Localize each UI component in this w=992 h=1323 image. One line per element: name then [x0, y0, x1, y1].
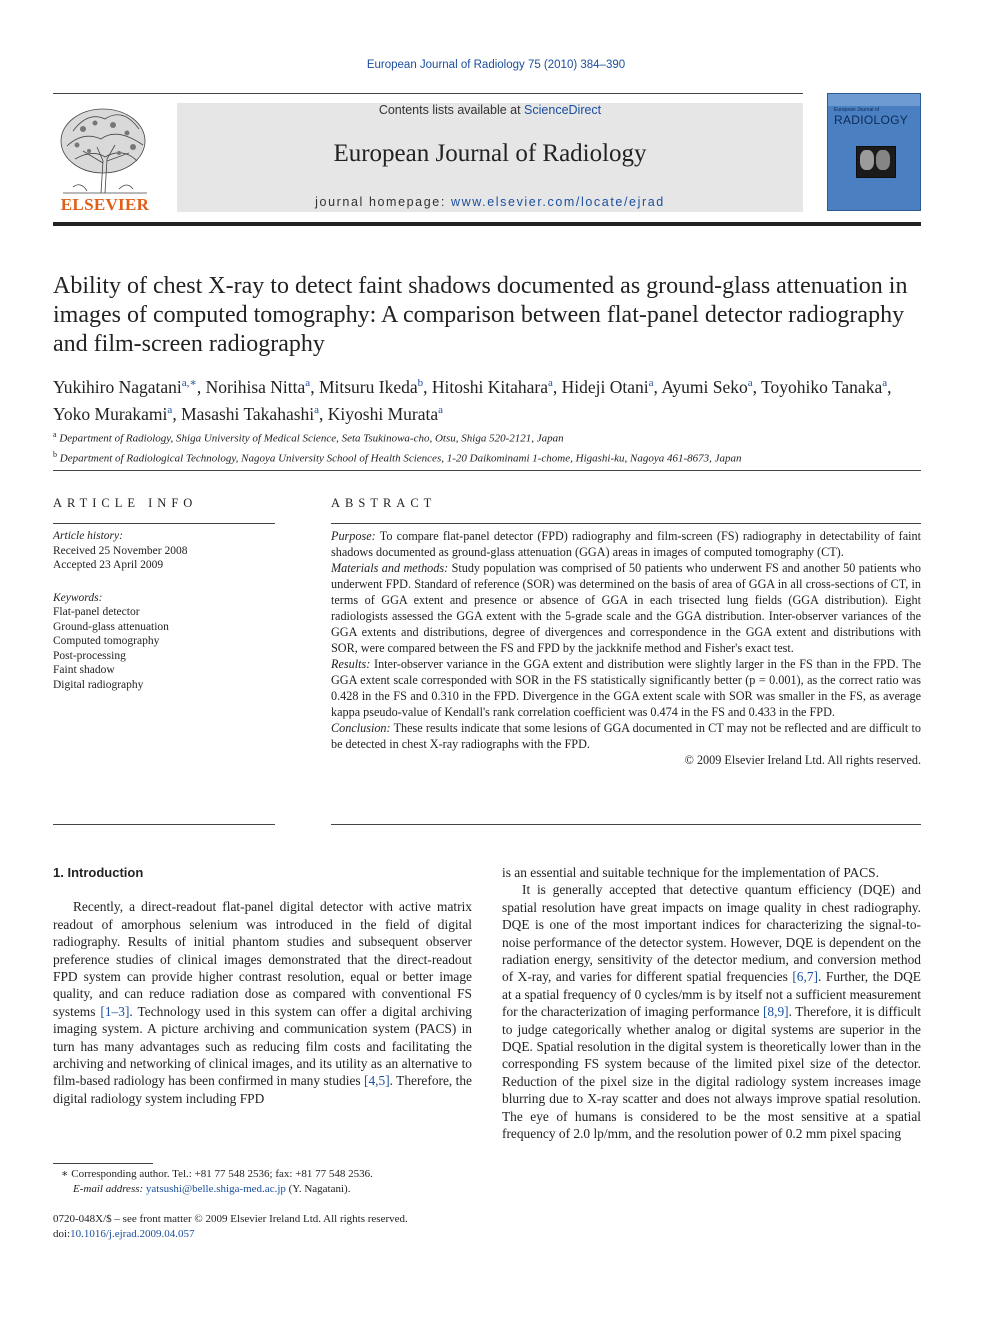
keyword: Ground-glass attenuation — [53, 620, 169, 633]
contents-prefix: Contents lists available at — [378, 103, 525, 117]
accepted-date: Accepted 23 April 2009 — [53, 559, 164, 571]
article-info-heading: ARTICLE INFO — [53, 496, 198, 510]
doi-link[interactable]: 10.1016/j.ejrad.2009.04.057 — [70, 1228, 195, 1240]
author-affiliation-marker[interactable]: a — [882, 377, 888, 389]
article-info-rule — [53, 523, 275, 524]
doi-line — [53, 1227, 472, 1242]
author — [181, 404, 319, 424]
article-info-bottom-rule — [53, 824, 275, 825]
keyword: Post-processing — [53, 649, 126, 662]
author-separator: , — [319, 403, 328, 424]
footnote — [53, 1167, 472, 1196]
elsevier-wordmark: ELSEVIER — [60, 195, 150, 214]
author-name: Mitsuru Ikeda — [318, 376, 418, 397]
abstract-purpose — [331, 528, 921, 560]
author-affiliation-marker[interactable]: a — [305, 377, 311, 389]
history-label: Article history: — [53, 530, 123, 542]
author-affiliation-marker[interactable]: a — [548, 377, 553, 389]
received-date: Received 25 November 2008 — [53, 544, 188, 557]
author-separator: , — [653, 376, 662, 397]
abstract-conclusion — [331, 720, 921, 752]
author-separator: , — [887, 376, 892, 397]
keyword: Faint shadow — [53, 664, 115, 676]
header-divider — [53, 222, 921, 226]
abstract-copyright: © 2009 Elsevier Ireland Ltd. All rights reserved. — [684, 753, 921, 767]
author — [761, 377, 887, 397]
author — [53, 404, 172, 424]
conclusion-text: These results indicate that some lesions of GGA documented in CT may not be reflected and are difficult to be detected in chest X-ray radiographs with the FPD. — [331, 721, 921, 751]
author-separator: , — [552, 376, 562, 397]
cover-title: RADIOLOGY — [834, 113, 909, 127]
author-name: Hideji Otani — [561, 376, 649, 397]
author-name: Toyohiko Tanaka — [761, 376, 883, 397]
author-separator: , — [172, 403, 182, 424]
affiliation-marker: a — [53, 430, 57, 439]
journal-cover-thumbnail — [827, 93, 921, 211]
email-suffix: (Y. Nagatani). — [285, 1182, 351, 1195]
intro-p1-text-b: . Technology used in this system can offer a digital archiving imaging system. A picture archiving and communication system (PACS) in turn has many advantages such as reducing film costs and facilitating the archiving and networking of clinical images, and its utility as an alternative to film-based radiology has been confirmed in many studies — [53, 1003, 472, 1089]
section-heading-introduction: 1. Introduction — [53, 865, 144, 880]
author-separator: , — [196, 376, 206, 397]
author — [328, 404, 443, 424]
results-label: Results: — [331, 657, 371, 671]
methods-text: Study population was comprised of 50 patients who underwent FS and another 50 patients who underwent FPD. Standard of reference (SOR) was determined on the basis of area of GGA in all cross-sections of CT, in terms of GGA extent and presence or absence of GGA in each trisected lung fields (GGA distribution). Eight radiologists assessed the GGA extent with the 5-grade scale and the GGA distribution. Inter-observer variances of the GGA extents and distributions, degree of divergences and correspondence in the GGA extent and distributions with SOR, were compared between the FS and FPD by the jackknife method and Fisher's exact test. — [331, 561, 921, 655]
intro-p2-text-b: . Further, the DQE at a spatial frequency of 0 cycles/mm is by itself not a sufficient measurement for the characterization of imaging performance — [502, 969, 921, 1020]
abstract-body — [331, 528, 921, 768]
intro-p1-text-c: . Therefore, the digital radiology system including FPD — [53, 1073, 472, 1106]
author — [206, 377, 311, 397]
front-matter — [53, 1212, 472, 1242]
cover-strip — [828, 94, 920, 106]
author-separator: , — [752, 376, 762, 397]
homepage-prefix: journal homepage: — [315, 195, 451, 209]
email-label: E-mail address: — [73, 1182, 144, 1195]
footnote-rule — [53, 1163, 153, 1164]
keyword: Flat-panel detector — [53, 606, 140, 618]
body-column-right — [502, 864, 921, 1143]
intro-paragraph-1-continued: is an essential and suitable technique for the implementation of PACS. — [502, 865, 879, 880]
abstract-rule — [331, 523, 921, 524]
homepage-line — [177, 195, 803, 209]
abstract-heading: ABSTRACT — [331, 496, 437, 510]
affiliation-marker: b — [53, 449, 57, 459]
purpose-label: Purpose: — [331, 529, 376, 543]
contents-line — [177, 103, 803, 117]
top-rule — [53, 93, 803, 94]
author — [319, 377, 423, 397]
author-affiliation-marker[interactable]: a — [438, 403, 444, 416]
author-name: Yukihiro Nagatani — [53, 376, 182, 397]
email-link[interactable]: yatsushi@belle.shiga-med.ac.jp — [145, 1182, 286, 1195]
body-column-left — [53, 864, 472, 1107]
reference-link[interactable]: [6,7] — [792, 969, 819, 985]
author-affiliation-marker[interactable]: a,∗ — [181, 377, 197, 389]
author-name: Masashi Takahashi — [181, 403, 315, 424]
article-title: Ability of chest X-ray to detect faint shadows documented as ground-glass attenuation in images of computed tomography: A comparison between flat-panel detector radiography and film-screen radiography — [53, 273, 908, 357]
cover-image-lung-left — [860, 150, 874, 170]
author-affiliation-marker[interactable]: b — [417, 377, 424, 389]
affiliation-text: Department of Radiology, Shiga University of Medical Science, Seta Tsukinowa-cho, Otsu, Shiga 520-2121, Japan — [59, 432, 564, 445]
author-affiliation-marker[interactable]: a — [314, 403, 320, 416]
issn-line: 0720-048X/$ – see front matter © 2009 Elsevier Ireland Ltd. All rights reserved. — [53, 1213, 408, 1225]
methods-label: Materials and methods: — [331, 561, 449, 575]
author-affiliation-marker[interactable]: a — [648, 377, 654, 389]
keywords-label: Keywords: — [53, 591, 103, 604]
abstract-results — [331, 656, 921, 720]
email-note — [53, 1182, 472, 1197]
reference-link[interactable]: [4,5] — [364, 1073, 390, 1089]
intro-paragraph-2 — [502, 881, 921, 1142]
author — [562, 377, 654, 397]
intro-p1-text-a: Recently, a direct-readout flat-panel digital detector with active matrix readout of amorphous selenium was introduced in the field of digital radiography. Results of initial phantom studies and subsequent observer preference studies of clinical images demonstrated that the direct-readout FPD system can provide higher contrast resolution, equal or better image quality, and can reduce radiation dose as compared with conventional FS systems — [53, 899, 472, 1019]
article-info — [53, 529, 275, 692]
intro-paragraph-1 — [53, 898, 472, 1107]
purpose-text: To compare flat-panel detector (FPD) radiography and film-screen (FS) radiography in detectability of faint shadows documented as ground-glass attenuation (GGA) areas in images of computed tomography (CT). — [331, 529, 921, 559]
author — [661, 377, 752, 397]
affiliation — [53, 427, 923, 447]
intro-p2-text-a: It is generally accepted that detective quantum efficiency (DQE) and spatial resolution have great impacts on image quality in chest radiography. DQE is one of the most important indices for characterizing the signal-to-noise performance of the detector system. However, DQE is dependent on the radiation energy, sensitivity of the detector medium, and conversion method of X-ray, and varies for different spatial frequencies — [502, 882, 921, 985]
journal-citation[interactable]: European Journal of Radiology 75 (2010) 384–390 — [366, 59, 626, 71]
results-text: Inter-observer variance in the GGA extent and distribution were slightly larger in the FS than in the FPD. The GGA extent scale corresponded with SOR in the FS statistically significantly better (p = 0.001), as the correct ratio was 0.428 in the FS and 0.310 in the FPD. Divergence in the GGA extent scale with SOR was smaller in the FS, as average kappa pseudo-value of Kendall's rank correlation coefficient was 0.474 in the FS and 0.433 in the FPD. — [331, 657, 921, 719]
affiliation — [53, 447, 923, 467]
author-name: Yoko Murakami — [53, 403, 168, 424]
corresponding-author-note: ∗ Corresponding author. Tel.: +81 77 548 2536; fax: +81 77 548 2536. — [61, 1168, 373, 1180]
affiliation-text: Department of Radiological Technology, Nagoya University School of Health Sciences, 1-20 Daikominami 1-chome, Higashi-ku, Nagoya 461-8673, Japan — [59, 452, 742, 465]
reference-link[interactable]: [8,9] — [762, 1004, 789, 1020]
journal-title: European Journal of Radiology — [333, 140, 647, 167]
author-separator: , — [423, 376, 432, 397]
doi-prefix: doi: — [53, 1228, 71, 1240]
author — [432, 377, 553, 397]
cover-subtitle: European Journal of — [834, 107, 880, 113]
keywords-list — [53, 605, 275, 692]
sciencedirect-link[interactable]: ScienceDirect — [524, 103, 602, 117]
abstract-methods — [331, 560, 921, 656]
author-affiliation-marker[interactable]: a — [167, 403, 173, 416]
author-name: Ayumi Seko — [661, 376, 748, 397]
keyword: Digital radiography — [53, 678, 144, 691]
reference-link[interactable]: [1–3] — [100, 1003, 130, 1019]
keyword: Computed tomography — [53, 635, 160, 647]
affiliations-divider — [53, 470, 921, 471]
affiliations — [53, 427, 923, 466]
author-name: Kiyoshi Murata — [327, 403, 439, 424]
author-affiliation-marker[interactable]: a — [747, 377, 753, 389]
author-name: Norihisa Nitta — [205, 376, 306, 397]
author-separator: , — [310, 376, 319, 397]
author — [53, 377, 197, 397]
author-list — [53, 372, 923, 426]
author-name: Hitoshi Kitahara — [431, 376, 549, 397]
homepage-link[interactable]: www.elsevier.com/locate/ejrad — [450, 195, 665, 209]
intro-p2-text-c: . Therefore, it is difficult to judge categorically whether analog or digital systems are superior in the DQE. Spatial resolution in the digital system is theoretically lower than in the corresponding FS system because of the limited pixel size of the detector. Reduction of the pixel size in the digital radiology system increases image blurring due to X-ray scatter and does not always improve spatial resolution. The eye of humans is considered to be the most sensitive at a spatial frequency of 2.0 lp/mm, and the resolution power of 0.2 mm pixel spacing — [502, 1004, 922, 1142]
abstract-bottom-rule — [331, 824, 921, 825]
cover-image-lung-right — [876, 150, 890, 170]
conclusion-label: Conclusion: — [331, 721, 391, 735]
